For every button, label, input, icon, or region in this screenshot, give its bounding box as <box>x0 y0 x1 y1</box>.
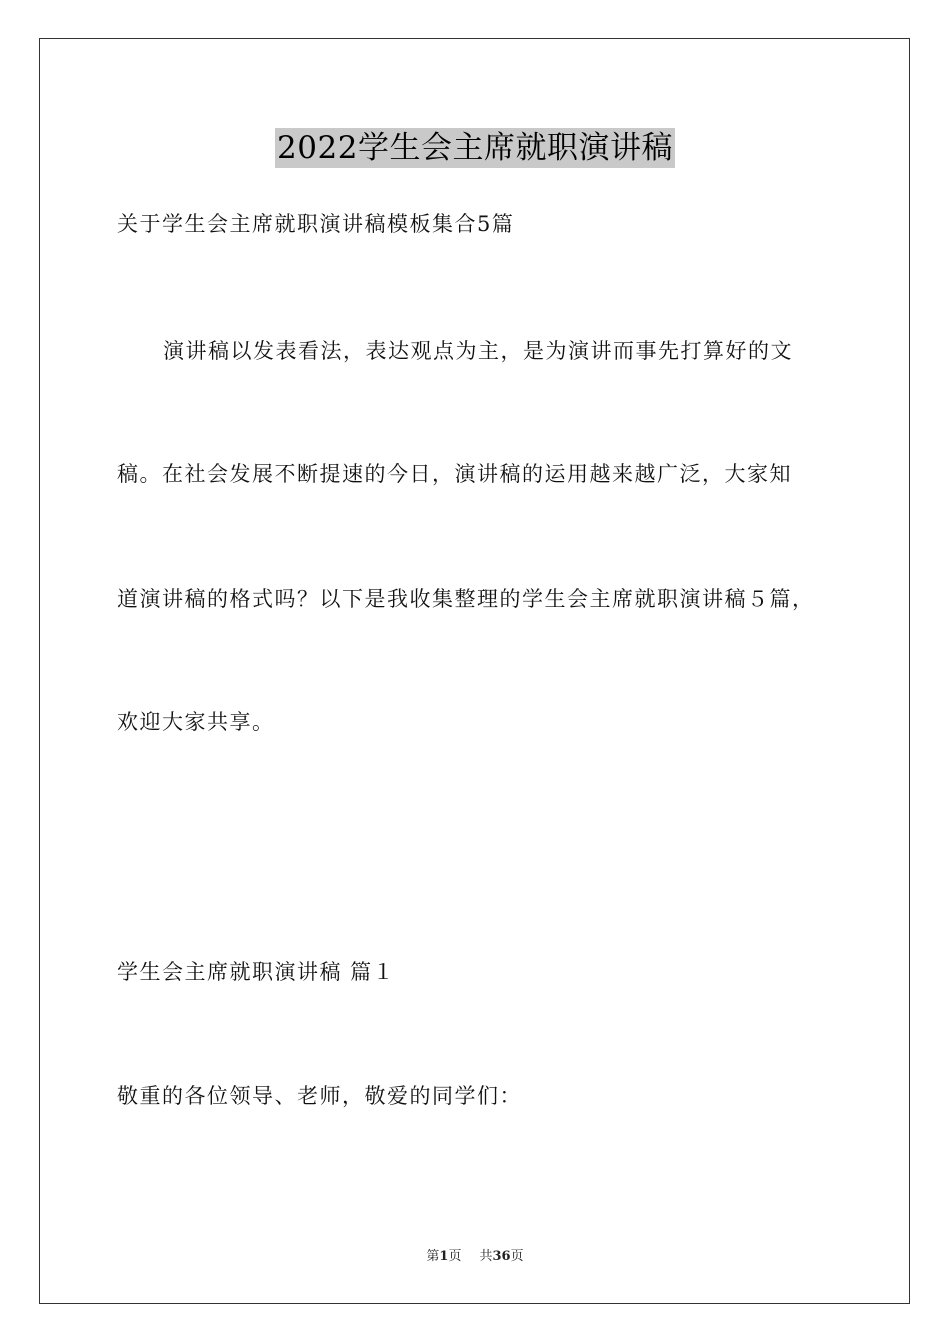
document-subtitle: 关于学生会主席就职演讲稿模板集合5篇 <box>117 212 515 236</box>
footer-page-prefix: 第 <box>426 1249 440 1264</box>
paragraph-line-1: 演讲稿以发表看法，表达观点为主，是为演讲而事先打算好的文 <box>163 339 793 363</box>
section-heading: 学生会主席就职演讲稿 篇１ <box>117 960 396 984</box>
page-footer <box>0 1248 950 1266</box>
document-title: 2022学生会主席就职演讲稿 <box>277 130 673 166</box>
title-container <box>0 128 950 168</box>
paragraph-line-3: 道演讲稿的格式吗？以下是我收集整理的学生会主席就职演讲稿５篇， <box>117 587 815 611</box>
footer-page-suffix: 页 <box>448 1249 462 1264</box>
greeting-line: 敬重的各位领导、老师，敬爱的同学们： <box>117 1084 522 1108</box>
footer-total-pages: 36 <box>492 1249 511 1264</box>
footer-page-number: 1 <box>439 1249 449 1264</box>
footer-total-prefix: 共 <box>479 1249 493 1264</box>
paragraph-line-4: 欢迎大家共享。 <box>117 710 275 734</box>
footer-total-suffix: 页 <box>510 1249 524 1264</box>
paragraph-line-2: 稿。在社会发展不断提速的今日，演讲稿的运用越来越广泛，大家知 <box>117 462 792 486</box>
